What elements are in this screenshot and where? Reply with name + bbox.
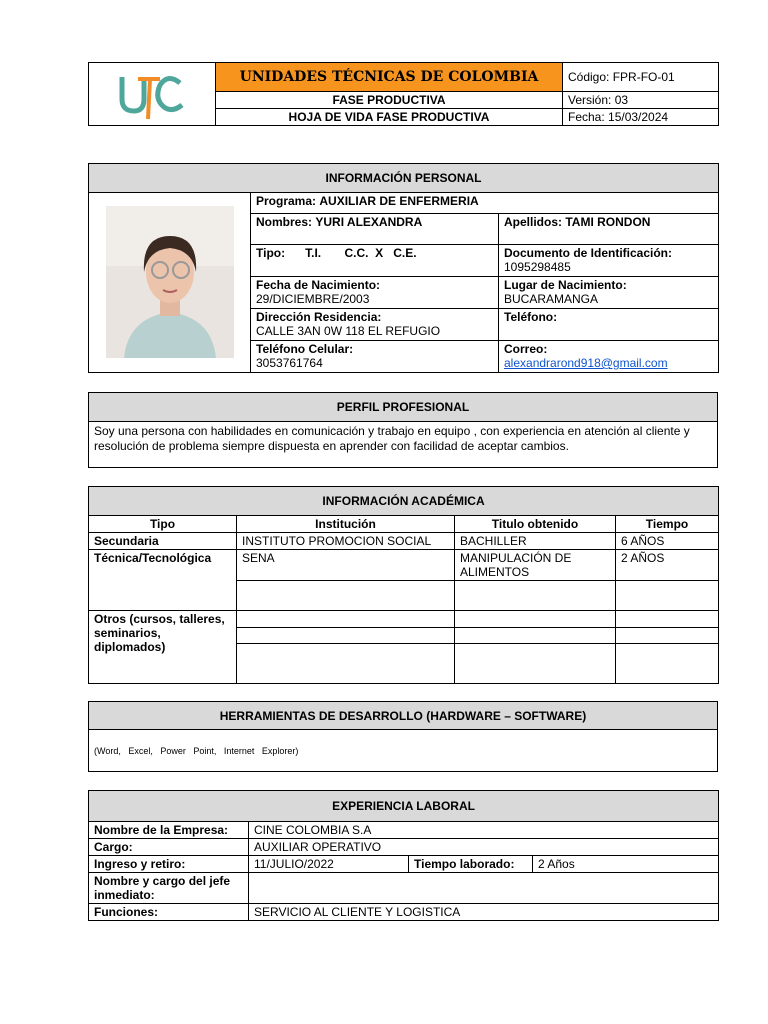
secundaria-titulo: BACHILLER xyxy=(455,533,616,550)
jefe-value xyxy=(249,873,719,904)
cargo-value: AUXILIAR OPERATIVO xyxy=(249,839,719,856)
funciones-value: SERVICIO AL CLIENTE Y LOGISTICA xyxy=(249,904,719,921)
empty-cell xyxy=(616,628,719,644)
otros-tipo: Otros (cursos, talleres, seminarios, diplomados) xyxy=(89,611,237,684)
documento-cell: Documento de Identificación: 1095298485 xyxy=(499,245,719,277)
experiencia-heading: EXPERIENCIA LABORAL xyxy=(89,791,719,822)
tecnica-tipo: Técnica/Tecnológica xyxy=(89,550,237,611)
tipo-cell: Tipo: T.I. C.C. X C.E. xyxy=(251,245,499,277)
tecnica-titulo: MANIPULACIÓN DE ALIMENTOS xyxy=(455,550,616,581)
nombres-cell: Nombres: YURI ALEXANDRA xyxy=(251,214,499,245)
empresa-label: Nombre de la Empresa: xyxy=(89,822,249,839)
correo-link[interactable]: alexandrarond918@gmail.com xyxy=(504,356,668,371)
programa-cell: Programa: AUXILIAR DE ENFERMERIA xyxy=(251,192,719,214)
svg-text:UTC: UTC xyxy=(152,119,155,121)
tiempo-label: Tiempo laborado: xyxy=(409,856,533,873)
telefono-cell: Teléfono: xyxy=(499,309,719,341)
empty-cell xyxy=(455,644,616,684)
secundaria-tipo: Secundaria xyxy=(89,533,237,550)
academica-heading: INFORMACIÓN ACADÉMICA xyxy=(89,487,719,516)
ingreso-label: Ingreso y retiro: xyxy=(89,856,249,873)
empty-cell xyxy=(455,611,616,628)
celular-cell: Teléfono Celular: 3053761764 xyxy=(251,341,499,373)
col-tiempo: Tiempo xyxy=(616,516,719,533)
cargo-label: Cargo: xyxy=(89,839,249,856)
doc-title-cell: HOJA DE VIDA FASE PRODUCTIVA xyxy=(216,109,563,126)
empty-cell xyxy=(237,581,455,611)
secundaria-institucion: INSTITUTO PROMOCION SOCIAL xyxy=(237,533,455,550)
empty-cell xyxy=(237,644,455,684)
col-titulo: Titulo obtenido xyxy=(455,516,616,533)
experiencia-section xyxy=(88,790,718,919)
empty-cell xyxy=(455,581,616,611)
funciones-label: Funciones: xyxy=(89,904,249,921)
secundaria-tiempo: 6 AÑOS xyxy=(616,533,719,550)
empty-cell xyxy=(616,581,719,611)
photo-cell xyxy=(89,192,251,372)
tiempo-value: 2 Años xyxy=(533,856,719,873)
ingreso-value: 11/JULIO/2022 xyxy=(249,856,409,873)
empresa-value: CINE COLOMBIA S.A xyxy=(249,822,719,839)
phase-cell: FASE PRODUCTIVA xyxy=(216,92,563,109)
correo-cell: Correo: alexandrarond918@gmail.com xyxy=(499,341,719,373)
code-cell: Código: FPR-FO-01 xyxy=(563,63,719,92)
version-cell: Versión: 03 xyxy=(563,92,719,109)
personal-info-heading: INFORMACIÓN PERSONAL xyxy=(89,164,719,193)
profile-photo xyxy=(106,206,234,358)
perfil-section xyxy=(88,392,718,468)
herramientas-heading: HERRAMIENTAS DE DESARROLLO (HARDWARE – SOFTWARE) xyxy=(89,702,718,730)
col-institucion: Institución xyxy=(237,516,455,533)
tecnica-institucion: SENA xyxy=(237,550,455,581)
table-row xyxy=(89,550,719,581)
empty-cell xyxy=(616,644,719,684)
empty-cell xyxy=(237,628,455,644)
logo-cell xyxy=(89,63,216,126)
institution-title: UNIDADES TÉCNICAS DE COLOMBIA xyxy=(216,63,563,92)
empty-cell xyxy=(616,611,719,628)
perfil-heading: PERFIL PROFESIONAL xyxy=(89,393,718,422)
perfil-text: Soy una persona con habilidades en comunicación y trabajo en equipo , con experiencia en atención al cliente y resolución de problema siempre dispuesta en aprender con facilidad de aceptar cambios. xyxy=(89,422,718,468)
jefe-label: Nombre y cargo del jefe inmediato: xyxy=(89,873,249,904)
academica-section xyxy=(88,486,718,684)
fecha-nacimiento-cell: Fecha de Nacimiento: 29/DICIEMBRE/2003 xyxy=(251,277,499,309)
date-cell: Fecha: 15/03/2024 xyxy=(563,109,719,126)
utc-logo xyxy=(112,65,192,121)
lugar-nacimiento-cell: Lugar de Nacimiento: BUCARAMANGA xyxy=(499,277,719,309)
apellidos-cell: Apellidos: TAMI RONDON xyxy=(499,214,719,245)
tecnica-tiempo: 2 AÑOS xyxy=(616,550,719,581)
empty-cell xyxy=(455,628,616,644)
table-row xyxy=(89,533,719,550)
herramientas-text: (Word, Excel, Power Point, Internet Explorer) xyxy=(89,730,718,772)
direccion-cell: Dirección Residencia: CALLE 3AN 0W 118 EL REFUGIO xyxy=(251,309,499,341)
personal-info-section xyxy=(88,163,718,373)
empty-cell xyxy=(237,611,455,628)
col-tipo: Tipo xyxy=(89,516,237,533)
header-table xyxy=(88,62,718,125)
table-row xyxy=(89,611,719,628)
herramientas-section xyxy=(88,701,718,772)
